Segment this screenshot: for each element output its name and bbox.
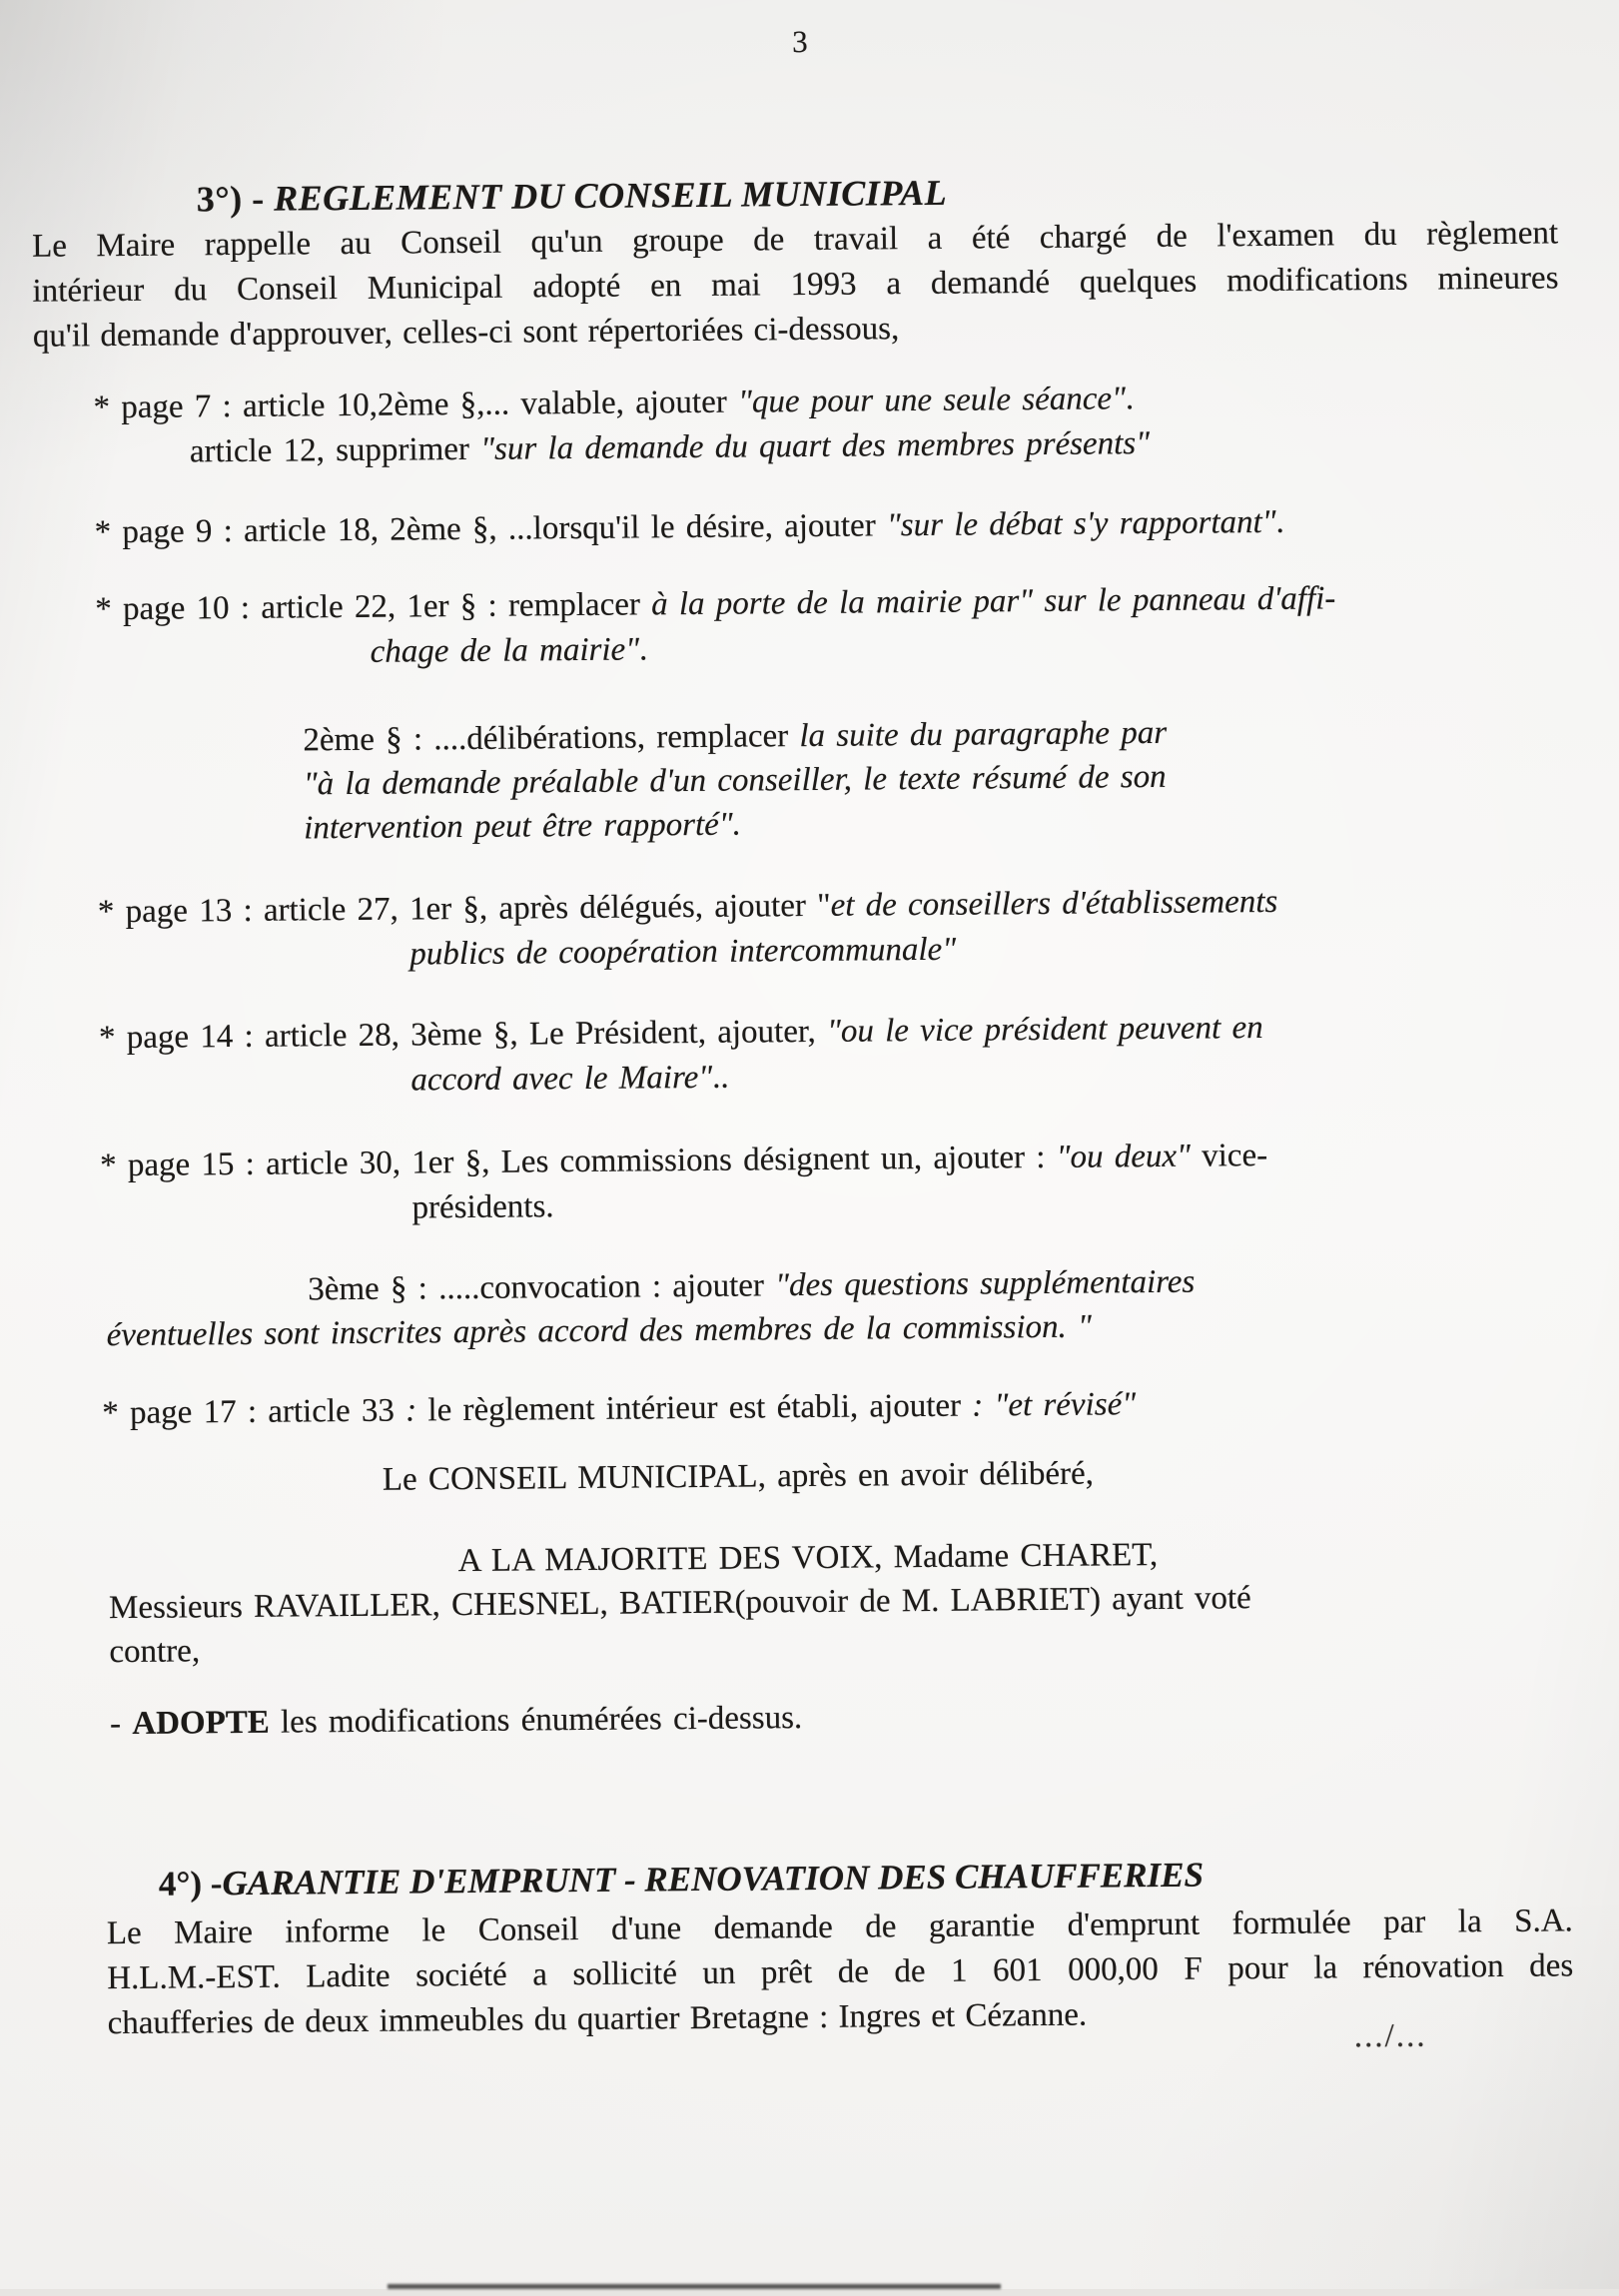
amendment-page10-line2 [370,627,647,674]
text-run: "à la demande préalable d'un conseiller, le texte résumé de son [303,758,1167,803]
section3-heading-title: REGLEMENT DU CONSEIL MUNICIPAL [273,172,948,219]
text-run: * page 15 : article 30, 1er §, Les commissions désignent un, ajouter : [100,1139,1057,1184]
amendment-para2-line2 [304,755,1167,808]
vote-line-2: Messieurs RAVAILLER, CHESNEL, BATIER(pouvoir de M. LABRIET) ayant voté [108,1580,1251,1627]
text-run: chage de la mairie" [370,631,640,670]
text-run: publics de coopération intercommunale" [409,931,957,973]
text-run: * page 17 : article 33 [102,1392,406,1432]
text-run: 2ème § : ....délibérations, remplacer [303,718,800,759]
text-run: intervention peut être rapporté". [304,806,742,847]
text-run: : "et révisé" [972,1386,1137,1424]
amendment-para2-line3 [304,803,741,852]
text-run: * page 13 : article 27, 1er §, après délégués, ajouter " [97,887,831,931]
section4-heading-number: 4°) - [158,1864,223,1904]
intro-line-1: Le Maire rappelle au Conseil qu'un groupe de travail a été chargé de l'examen du règlement [31,215,1559,265]
amendment-page9-line1 [94,500,1284,555]
amendment-page15-line1 [100,1134,1267,1188]
amendment-page15-line2 [411,1184,553,1230]
section4-body-line-1: Le Maire informe le Conseil d'une demande de garantie d'emprunt formulée par la S.A. [106,1903,1573,1952]
text-run: présidents. [411,1188,554,1226]
text-run: "sur le débat s'y rapportant" [886,503,1276,544]
text-run: * page 10 : article 22, 1er § : remplacer [95,586,652,628]
page-number: 3 [791,23,808,60]
text-run: . [638,631,648,668]
intro-line-2: intérieur du Conseil Municipal adopté en mai 1993 a demandé quelques modifications mineures [32,260,1559,310]
text-run: éventuelles sont inscrites après accord des membres de la commission. " [106,1308,1093,1354]
text-run: "des questions supplémentaires [775,1263,1196,1304]
amendment-page7-line2 [190,421,1150,474]
text-run: "ou deux" [1056,1138,1192,1175]
deliberation-line: Le CONSEIL MUNICIPAL, après en avoir délibéré, [382,1455,1095,1498]
text-run: .. [711,1059,729,1096]
text-run: la suite du paragraphe par [799,714,1168,755]
text-run: le règlement intérieur est établi, ajouter [427,1387,973,1429]
text-run: et de conseillers d'établissements [830,883,1278,924]
text-run: "que pour une seule séance" [737,381,1127,420]
text-run: . [1275,503,1284,540]
section4-heading-title: GARANTIE D'EMPRUNT - RENOVATION DES CHAUFFERIES [222,1855,1205,1904]
text-run: . [1125,381,1135,417]
vote-line-3: contre, [109,1633,201,1671]
text-run: * page 14 : article 28, 3ème §, Le Président, ajouter, [98,1013,828,1057]
continuation-mark: .../... [1353,2017,1427,2055]
text-run: ADOPTE [132,1704,270,1742]
amendment-page17-line1 [102,1382,1136,1436]
amendment-page13-line2 [409,928,956,978]
section3-heading-number: 3°) - [196,178,275,220]
scan-shadow-edge [388,2284,1001,2289]
section4-body-line-3: chaufferies de deux immeubles du quartier Bretagne : Ingres et Cézanne. [107,1996,1088,2042]
section4-body-line-2: H.L.M.-EST. Ladite société a sollicité un prêt de de 1 601 000,00 F pour la rénovation des [107,1947,1574,1997]
amendment-para3-line2 [106,1305,1092,1359]
text-run: à la porte de la mairie par" sur le panneau d'affi- [650,580,1336,623]
text-run: vice- [1190,1137,1268,1174]
text-run: les modifications énumérées ci-dessus. [269,1700,803,1741]
text-run: - [109,1705,133,1743]
text-run: 3ème § : .....convocation : ajouter [308,1267,776,1308]
text-run: * page 9 : article 18, 2ème §, ...lorsqu'il le désire, ajouter [94,507,888,551]
vote-line-1: A LA MAJORITE DES VOIX, Madame CHARET, [457,1536,1159,1580]
intro-line-3: qu'il demande d'approuver, celles-ci sont répertoriées ci-dessous, [32,311,900,355]
amendment-page14-line2 [410,1056,729,1104]
text-run: article 12, supprimer [189,430,481,470]
amendment-page13-line1 [98,880,1278,935]
adoption-line [110,1696,803,1747]
text-run: "sur la demande du quart des membres présents" [480,425,1151,467]
text-run: * page 7 : article 10,2ème §,... valable, ajouter [93,383,739,426]
amendment-page14-line1 [99,1006,1263,1061]
text-run: "ou le vice président peuvent en [826,1010,1263,1050]
text-run: : [405,1392,428,1429]
amendment-page10-line1 [95,576,1335,632]
text-run: accord avec le Maire" [410,1059,713,1099]
